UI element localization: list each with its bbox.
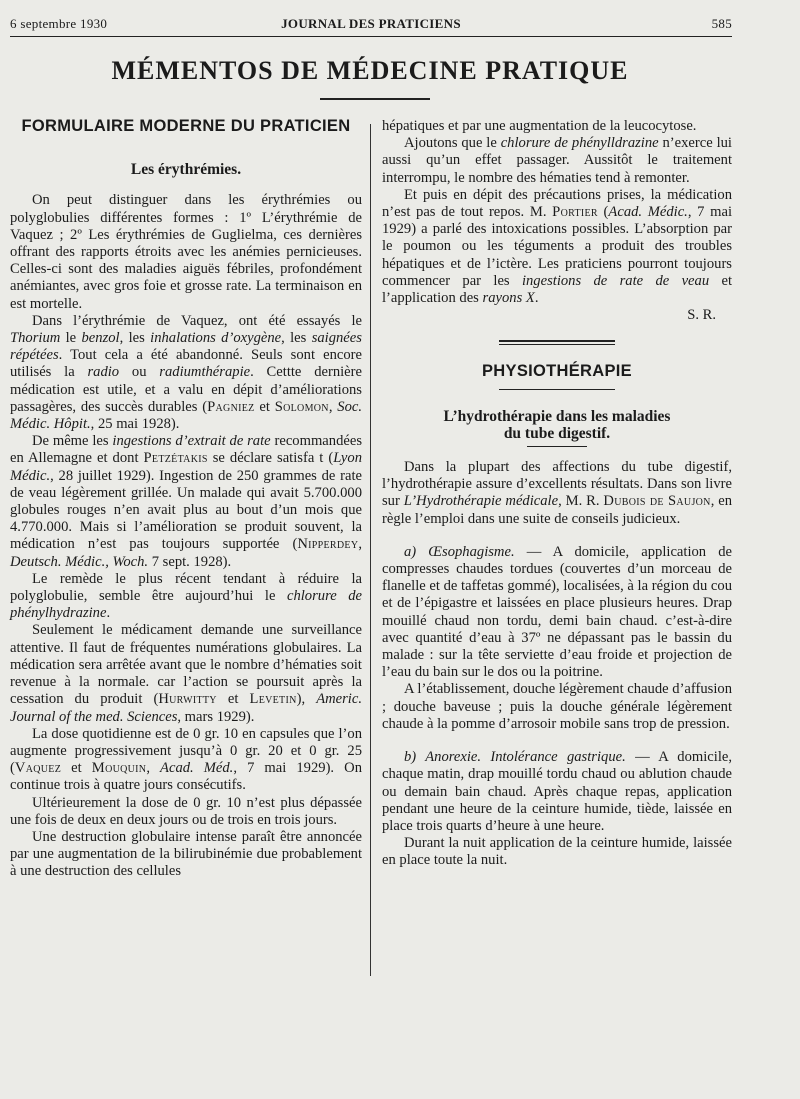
paragraph: Et puis en dépit des précautions prises, la médication n’est pas de tout repos. M. Portier (Acad. Médic., 7 mai 1929) a parlé des intoxications possibles. L’absorption par le poumon ou les téguments a produit des troubles hépatiques et de l’ictère. Les praticiens pourront toujours commencer par les ingestions de rate de veau et l’application des rayons X.: [382, 186, 733, 307]
paragraph: A l’établissement, douche légèrement chaude d’affusion ; douche baveuse ; puis la douche générale légèrement chaude à la pomme d’arrosoir mobile sans trop de pression.: [382, 681, 732, 732]
article-title-line-2: du tube digestif.: [503, 424, 611, 442]
journal-name: JOURNAL DES PRATICIENS: [281, 16, 461, 31]
signature: S. R.: [687, 307, 716, 324]
column-divider: [370, 124, 371, 976]
paragraph: Le remède le plus récent tendant à réduire la polyglobulie, semble être aujourd’hui le chlorure de phénylhydrazine.: [10, 570, 363, 622]
section-heading-formulaire: FORMULAIRE MODERNE DU PRATICIEN: [21, 117, 351, 135]
paragraph: On peut distinguer dans les érythrémies ou polyglobulies différentes formes : 1º L’érythrémie de Vaquez ; 2º Les érythrémies de Guglielma, ces dernières offrant des rapports étroits avec les anémies pernicieuses. Celles-ci sont des maladies aiguës fébriles, profondément anémiantes, avec gros foie et grosse rate. La terminaison en est mortelle.: [10, 192, 362, 312]
paragraph: Ultérieurement la dose de 0 gr. 10 n’est plus dépassée une fois de deux en deux jours ou de trois en trois jours.: [10, 794, 362, 828]
paragraph: Dans la plupart des affections du tube digestif, l’hydrothérapie assure d’excellents résultats. Dans son livre sur L’Hydrothérapie médicale, M. R. Dubois de Saujon, en règle l’emploi dans une suite de conseils judicieux.: [382, 459, 732, 527]
subsection-label: a) Œsophagisme.: [404, 543, 515, 560]
section-heading-physiotherapie: PHYSIOTHÉRAPIE: [482, 362, 632, 381]
paragraph-continued: hépatiques et par une augmentation de la leucocytose.: [382, 118, 697, 134]
article-title-line-1: L’hydrothérapie dans les maladies: [443, 407, 671, 425]
subsection-label: b) Anorexie. Intolérance gastrique.: [404, 749, 626, 766]
paragraph: b) Anorexie. Intolérance gastrique. — A domicile, chaque matin, drap mouillé tordu chaud ou ablution chaude ou demain bain chaud. Après chaque repas, application pendant une heure de la ceinture humide, tiède, laissée en place trois quarts d’heure à une heure.: [382, 749, 732, 834]
title-rule: [320, 98, 430, 100]
paragraph: De même les ingestions d’extrait de rate recommandées en Allemagne et dont Petzétakis se déclare satisfa t (Lyon Médic., 28 juillet 1929). Ingestion de 250 grammes de rate de veau légèrement grillée. Un malade qui avait 5.700.000 globules rouges n’en avait plus au bout d’un mois que 4.770.000. Mais si l’amélioration se produit souvent, la médication n’est pas toujours supportée (Nipperdey, Deutsch. Médic., Woch. 7 sept. 1928).: [10, 433, 362, 570]
right-column: [382, 118, 732, 870]
paragraph: Ajoutons que le chlorure de phénylldrazine n’exerce lui aussi qu’un effet passager. Aussitôt le traitement interrompu, le nombre des hématies tend à remonter.: [382, 135, 732, 186]
page-number: 585: [711, 16, 732, 31]
left-column: [10, 118, 362, 881]
paragraph: Une destruction globulaire intense paraît être annoncée par une augmentation de la bilirubinémie due probablement à une destruction des cellules: [10, 828, 362, 880]
page-title: MÉMENTOS DE MÉDECINE PRATIQUE: [111, 56, 629, 85]
paragraph: Seulement le médicament demande une surveillance attentive. Il faut de fréquentes numérations globulaires. La médication sera arrêtée avant que le nombre d’hématies soit revenue à la normale. car l’action se poursuit après la cessation du produit (Hurwitty et Levetin), Americ. Journal of the med. Sciences, mars 1929).: [10, 622, 362, 725]
article-title-erythremies: Les érythrémies.: [130, 161, 242, 179]
running-header: [10, 16, 732, 37]
paragraph: Dans l’érythrémie de Vaquez, ont été essayés le Thorium le benzol, les inhalations d’oxygène, les saignées répétées. Tout cela a été abandonné. Seuls sont encore utilisés la radio ou radiumthérapie. Cettte dernière médication est utile, et a valu en dépit d’améliorations passagères, des succès durables (Pagniez et Solomon, Soc. Médic. Hôpit., 25 mai 1928).: [10, 312, 362, 433]
paragraph: La dose quotidienne est de 0 gr. 10 en capsules que l’on augmente progressivement jusqu’à 0 gr. 20 et 0 gr. 25 (Vaquez et Mouquin, Acad. Méd., 7 mai 1929). On continue trois à quatre jours consécutifs.: [10, 725, 362, 794]
paragraph: a) Œsophagisme. — A domicile, application de compresses chaudes tordues (couvertes d’un morceau de flanelle et de taffetas gommé), localisées, à la région du cou et de l’épigastre et laissées en place plusieurs heures. Drap mouillé chaud non tordu, demi bain chaud. c’est-à-dire avec quantité d’eau à 37º ne dépassant pas le bassin du malade : sur la tête serviette d’eau froide et projection de l’eau du bain sur le dos ou la poitrine.: [382, 543, 732, 681]
paragraph: Durant la nuit application de la ceinture humide, laissée en place toute la nuit.: [382, 835, 732, 869]
issue-date: 6 septembre 1930: [10, 16, 108, 31]
